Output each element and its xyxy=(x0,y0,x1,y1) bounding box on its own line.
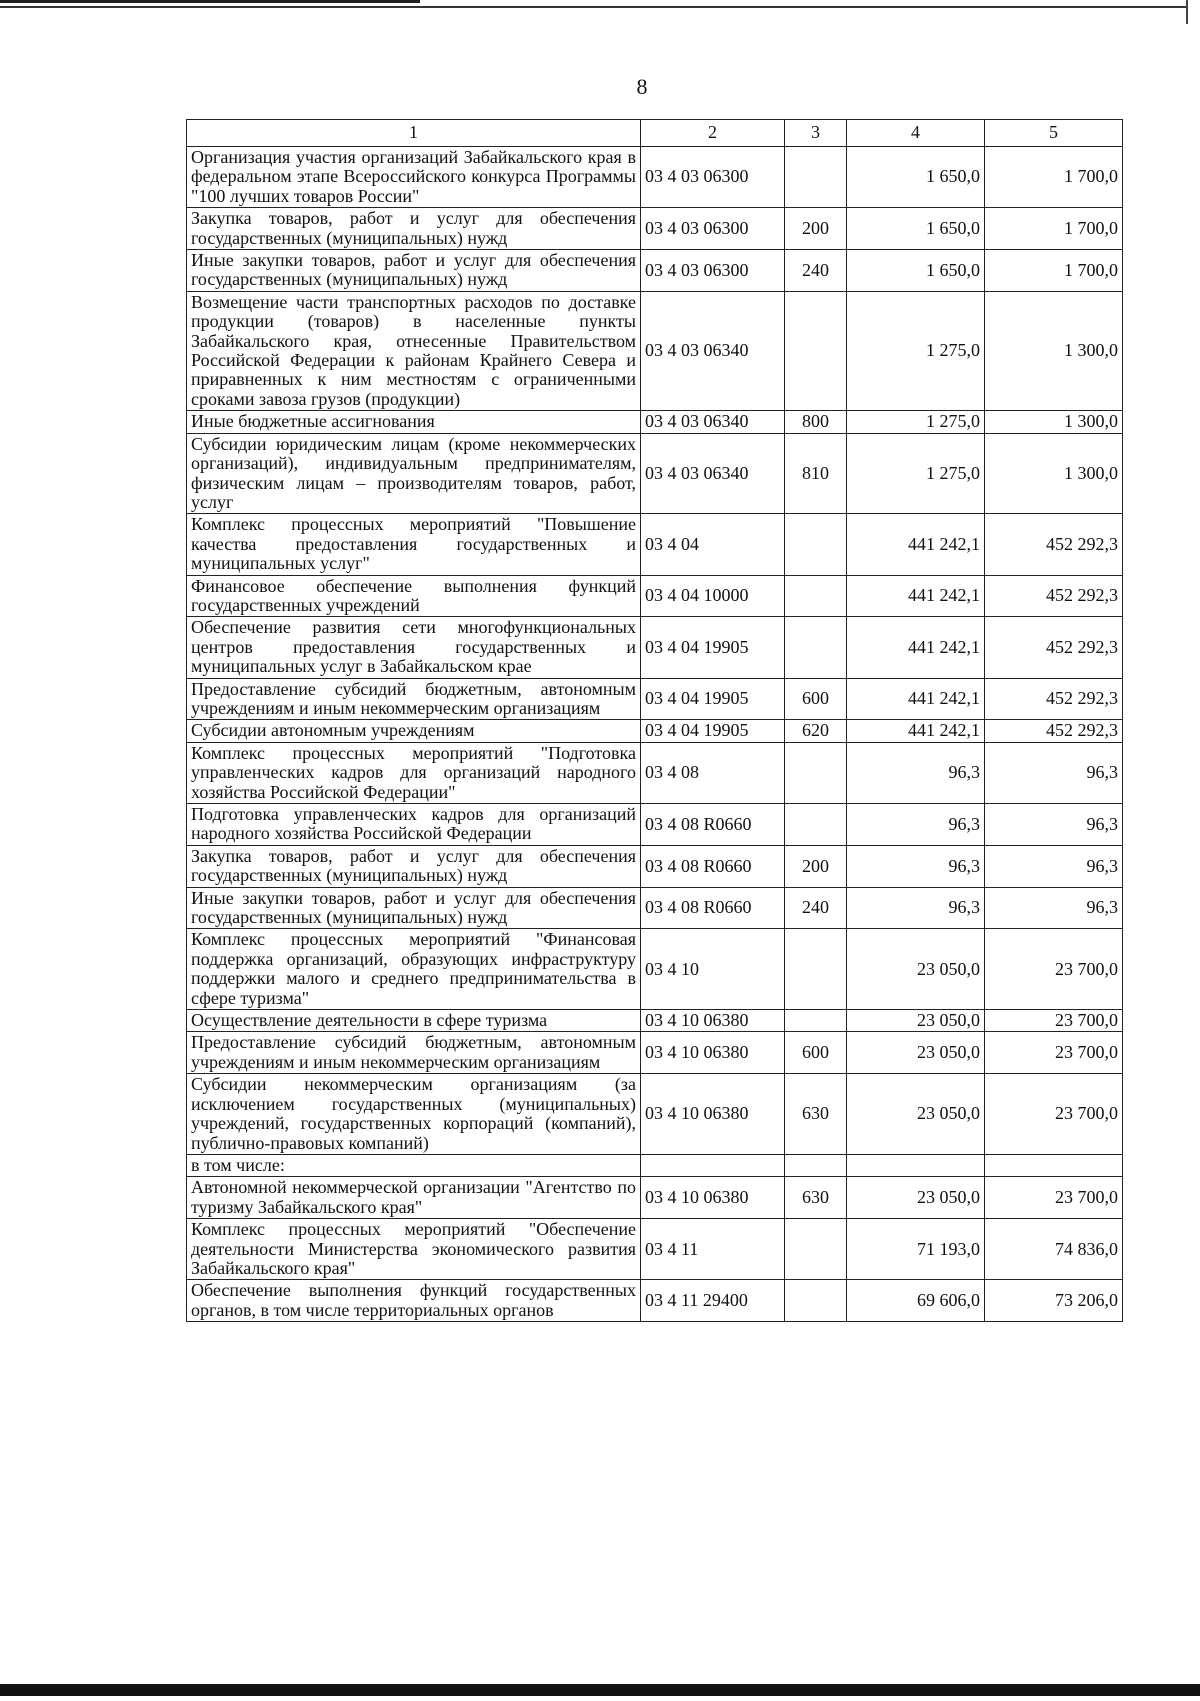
table-row xyxy=(187,845,1123,887)
row-expense-type: 620 xyxy=(785,720,847,742)
row-code: 03 4 03 06300 xyxy=(641,147,785,208)
table-row xyxy=(187,1280,1123,1322)
row-value-col5: 452 292,3 xyxy=(985,514,1123,575)
row-value-col4: 1 650,0 xyxy=(847,250,985,292)
row-value-col5 xyxy=(985,1154,1123,1176)
row-value-col4: 441 242,1 xyxy=(847,720,985,742)
table-row xyxy=(187,804,1123,846)
row-value-col4: 23 050,0 xyxy=(847,1032,985,1074)
table-row xyxy=(187,147,1123,208)
row-expense-type xyxy=(785,617,847,678)
row-expense-type: 600 xyxy=(785,1032,847,1074)
table-row xyxy=(187,208,1123,250)
header-col-3: 3 xyxy=(785,120,847,147)
row-code: 03 4 03 06340 xyxy=(641,411,785,433)
row-expense-type xyxy=(785,575,847,617)
row-name: Комплекс процессных мероприятий "Повышение качества предоставления государственных и муниципальных услуг" xyxy=(187,514,641,575)
table-row xyxy=(187,514,1123,575)
row-value-col4: 96,3 xyxy=(847,845,985,887)
row-name: Комплекс процессных мероприятий "Подготовка управленческих кадров для организаций народного хозяйства Российской Федерации" xyxy=(187,742,641,803)
row-value-col4: 23 050,0 xyxy=(847,1074,985,1155)
row-name: Комплекс процессных мероприятий "Обеспечение деятельности Министерства экономического развития Забайкальского края" xyxy=(187,1219,641,1280)
header-row xyxy=(187,120,1123,147)
row-value-col4: 1 650,0 xyxy=(847,147,985,208)
table-row xyxy=(187,678,1123,720)
row-expense-type xyxy=(785,291,847,410)
row-name: Предоставление субсидий бюджетным, автономным учреждениям и иным некоммерческим организациям xyxy=(187,678,641,720)
row-expense-type xyxy=(785,742,847,803)
row-name: Иные бюджетные ассигнования xyxy=(187,411,641,433)
row-value-col5: 23 700,0 xyxy=(985,1010,1123,1032)
table-row xyxy=(187,250,1123,292)
row-expense-type xyxy=(785,929,847,1010)
row-value-col4: 69 606,0 xyxy=(847,1280,985,1322)
row-code: 03 4 08 R0660 xyxy=(641,887,785,929)
table-row xyxy=(187,1074,1123,1155)
row-value-col4: 1 275,0 xyxy=(847,433,985,514)
row-name: Субсидии автономным учреждениям xyxy=(187,720,641,742)
scan-edge-top-left xyxy=(0,0,420,3)
row-value-col4: 96,3 xyxy=(847,887,985,929)
header-col-1: 1 xyxy=(187,120,641,147)
table-row xyxy=(187,1219,1123,1280)
row-value-col5: 452 292,3 xyxy=(985,720,1123,742)
row-code: 03 4 10 06380 xyxy=(641,1177,785,1219)
row-expense-type xyxy=(785,1219,847,1280)
row-value-col4: 23 050,0 xyxy=(847,1177,985,1219)
row-code: 03 4 03 06340 xyxy=(641,291,785,410)
row-value-col4: 441 242,1 xyxy=(847,575,985,617)
table-row xyxy=(187,720,1123,742)
row-name: Субсидии некоммерческим организациям (за исключением государственных (муниципальных) учреждений, государственных корпораций (компаний), публично-правовых компаний) xyxy=(187,1074,641,1155)
row-value-col4: 23 050,0 xyxy=(847,929,985,1010)
row-name: Организация участия организаций Забайкальского края в федеральном этапе Всероссийского конкурса Программы "100 лучших товаров России" xyxy=(187,147,641,208)
row-value-col4: 1 650,0 xyxy=(847,208,985,250)
row-code: 03 4 03 06340 xyxy=(641,433,785,514)
row-name: Субсидии юридическим лицам (кроме некоммерческих организаций), индивидуальным предпринимателям, физическим лицам – производителям товаров, работ, услуг xyxy=(187,433,641,514)
table-row xyxy=(187,617,1123,678)
row-name: Обеспечение развития сети многофункциональных центров предоставления государственных и муниципальных услуг в Забайкальском крае xyxy=(187,617,641,678)
row-value-col5: 452 292,3 xyxy=(985,575,1123,617)
row-value-col5: 23 700,0 xyxy=(985,1177,1123,1219)
row-value-col5: 1 700,0 xyxy=(985,147,1123,208)
row-code: 03 4 10 06380 xyxy=(641,1074,785,1155)
row-code: 03 4 11 xyxy=(641,1219,785,1280)
row-value-col5: 96,3 xyxy=(985,845,1123,887)
row-value-col4: 1 275,0 xyxy=(847,411,985,433)
scan-edge-right xyxy=(1186,0,1188,24)
table-row xyxy=(187,1010,1123,1032)
table-row xyxy=(187,1177,1123,1219)
row-value-col5: 96,3 xyxy=(985,804,1123,846)
row-name: Автономной некоммерческой организации "Агентство по туризму Забайкальского края" xyxy=(187,1177,641,1219)
table-row xyxy=(187,433,1123,514)
row-value-col4: 96,3 xyxy=(847,742,985,803)
page-number: 8 xyxy=(636,74,648,99)
row-code xyxy=(641,1154,785,1176)
row-code: 03 4 03 06300 xyxy=(641,208,785,250)
row-expense-type: 600 xyxy=(785,678,847,720)
row-value-col4: 1 275,0 xyxy=(847,291,985,410)
table-row xyxy=(187,1032,1123,1074)
row-code: 03 4 10 06380 xyxy=(641,1032,785,1074)
header-col-4: 4 xyxy=(847,120,985,147)
row-value-col5: 1 700,0 xyxy=(985,250,1123,292)
row-expense-type xyxy=(785,804,847,846)
row-expense-type: 630 xyxy=(785,1074,847,1155)
row-name: Осуществление деятельности в сфере туризма xyxy=(187,1010,641,1032)
row-code: 03 4 08 R0660 xyxy=(641,845,785,887)
row-expense-type xyxy=(785,1280,847,1322)
row-code: 03 4 08 xyxy=(641,742,785,803)
row-code: 03 4 10 06380 xyxy=(641,1010,785,1032)
row-expense-type xyxy=(785,147,847,208)
row-code: 03 4 03 06300 xyxy=(641,250,785,292)
row-value-col5: 74 836,0 xyxy=(985,1219,1123,1280)
row-name: Иные закупки товаров, работ и услуг для обеспечения государственных (муниципальных) нужд xyxy=(187,887,641,929)
row-expense-type: 800 xyxy=(785,411,847,433)
row-value-col5: 1 300,0 xyxy=(985,291,1123,410)
table-row xyxy=(187,575,1123,617)
row-value-col5: 23 700,0 xyxy=(985,1074,1123,1155)
row-expense-type: 200 xyxy=(785,208,847,250)
row-value-col5: 96,3 xyxy=(985,887,1123,929)
row-value-col5: 23 700,0 xyxy=(985,929,1123,1010)
row-name: Иные закупки товаров, работ и услуг для обеспечения государственных (муниципальных) нужд xyxy=(187,250,641,292)
row-value-col5: 1 700,0 xyxy=(985,208,1123,250)
row-code: 03 4 11 29400 xyxy=(641,1280,785,1322)
row-name: в том числе: xyxy=(187,1154,641,1176)
row-name: Возмещение части транспортных расходов по доставке продукции (товаров) в населенные пункты Забайкальского края, отнесенные Правительством Российской Федерации к районам Крайнего Севера и приравненных к ним местностям с ограниченными сроками завоза грузов (продукции) xyxy=(187,291,641,410)
row-name: Обеспечение выполнения функций государственных органов, в том числе территориальных органов xyxy=(187,1280,641,1322)
row-code: 03 4 04 19905 xyxy=(641,720,785,742)
row-value-col4 xyxy=(847,1154,985,1176)
row-expense-type xyxy=(785,1154,847,1176)
row-code: 03 4 04 19905 xyxy=(641,617,785,678)
table-row xyxy=(187,411,1123,433)
table-row xyxy=(187,929,1123,1010)
header-col-2: 2 xyxy=(641,120,785,147)
row-value-col5: 452 292,3 xyxy=(985,678,1123,720)
row-name: Комплекс процессных мероприятий "Финансовая поддержка организаций, образующих инфраструктуру поддержки малого и среднего предпринимательства в сфере туризма" xyxy=(187,929,641,1010)
row-value-col4: 71 193,0 xyxy=(847,1219,985,1280)
row-value-col5: 452 292,3 xyxy=(985,617,1123,678)
table-row xyxy=(187,1154,1123,1176)
header-col-5: 5 xyxy=(985,120,1123,147)
row-value-col4: 441 242,1 xyxy=(847,514,985,575)
table-row xyxy=(187,887,1123,929)
row-name: Предоставление субсидий бюджетным, автономным учреждениям и иным некоммерческим организациям xyxy=(187,1032,641,1074)
row-value-col4: 23 050,0 xyxy=(847,1010,985,1032)
row-value-col5: 23 700,0 xyxy=(985,1032,1123,1074)
row-name: Финансовое обеспечение выполнения функций государственных учреждений xyxy=(187,575,641,617)
scan-edge-top xyxy=(0,6,1188,8)
budget-table xyxy=(186,119,1123,1322)
row-expense-type xyxy=(785,1010,847,1032)
row-code: 03 4 04 10000 xyxy=(641,575,785,617)
row-name: Закупка товаров, работ и услуг для обеспечения государственных (муниципальных) нужд xyxy=(187,845,641,887)
row-name: Закупка товаров, работ и услуг для обеспечения государственных (муниципальных) нужд xyxy=(187,208,641,250)
row-expense-type xyxy=(785,514,847,575)
row-code: 03 4 04 xyxy=(641,514,785,575)
table-row xyxy=(187,291,1123,410)
row-code: 03 4 10 xyxy=(641,929,785,1010)
row-expense-type: 810 xyxy=(785,433,847,514)
row-value-col4: 96,3 xyxy=(847,804,985,846)
row-value-col5: 96,3 xyxy=(985,742,1123,803)
scan-edge-bottom xyxy=(0,1684,1200,1696)
row-value-col5: 1 300,0 xyxy=(985,433,1123,514)
row-expense-type: 630 xyxy=(785,1177,847,1219)
row-value-col5: 1 300,0 xyxy=(985,411,1123,433)
table-row xyxy=(187,742,1123,803)
row-name: Подготовка управленческих кадров для организаций народного хозяйства Российской Федерации xyxy=(187,804,641,846)
row-expense-type: 200 xyxy=(785,845,847,887)
row-value-col4: 441 242,1 xyxy=(847,617,985,678)
row-value-col5: 73 206,0 xyxy=(985,1280,1123,1322)
row-code: 03 4 04 19905 xyxy=(641,678,785,720)
row-expense-type: 240 xyxy=(785,250,847,292)
row-expense-type: 240 xyxy=(785,887,847,929)
row-value-col4: 441 242,1 xyxy=(847,678,985,720)
row-code: 03 4 08 R0660 xyxy=(641,804,785,846)
